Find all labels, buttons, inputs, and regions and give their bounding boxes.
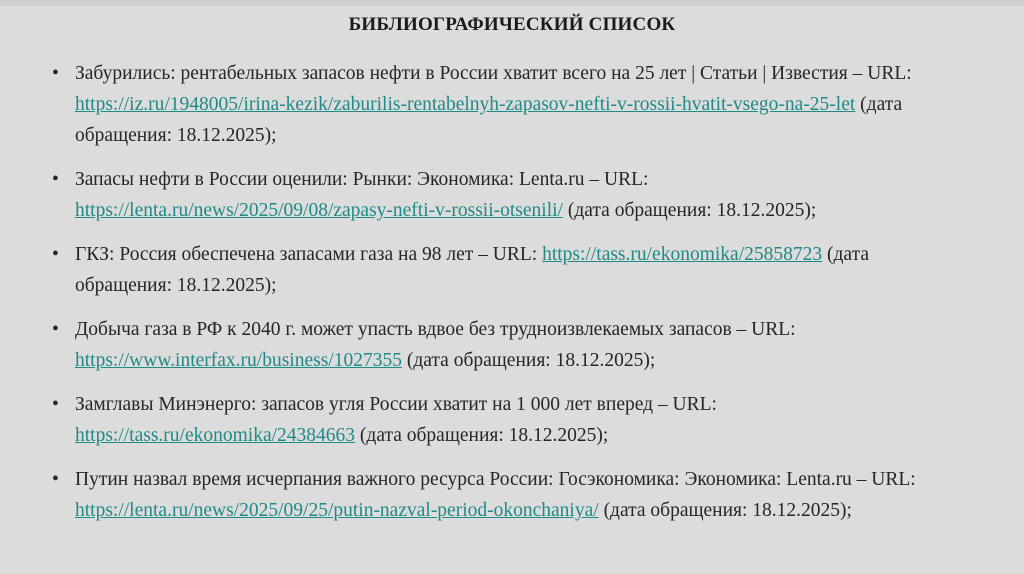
reference-link[interactable]: https://lenta.ru/news/2025/09/25/putin-nazval-period-okonchaniya/ xyxy=(75,500,599,521)
reference-date: (дата обращения: 18.12.2025); xyxy=(562,200,817,221)
bullet-icon: • xyxy=(52,394,59,415)
reference-text: Путин назвал время исчерпания важного ресурса России: Госэкономика: Экономика: Lenta.ru – URL: xyxy=(75,469,916,490)
reference-link[interactable]: https://lenta.ru/news/2025/09/08/zapasy-nefti-v-rossii-otsenili/ xyxy=(75,200,563,221)
reference-date: (дата обращения: 18.12.2025); xyxy=(598,500,852,521)
bullet-icon: • xyxy=(52,469,59,490)
reference-link[interactable]: https://www.interfax.ru/business/1027355 xyxy=(75,350,402,371)
bullet-icon: • xyxy=(52,244,59,265)
reference-item xyxy=(52,314,952,376)
reference-date: (дата обращения: 18.12.2025); xyxy=(75,244,869,296)
reference-text: Забурились: рентабельных запасов нефти в России хватит всего на 25 лет | Статьи | Известия – URL: xyxy=(75,63,912,84)
reference-date: (дата обращения: 18.12.2025); xyxy=(355,425,609,446)
bullet-icon: • xyxy=(52,63,59,84)
reference-link[interactable]: https://tass.ru/ekonomika/25858723 xyxy=(542,244,823,265)
reference-text: Добыча газа в РФ к 2040 г. может упасть вдвое без трудноизвлекаемых запасов – URL: xyxy=(75,319,796,340)
reference-date: (дата обращения: 18.12.2025); xyxy=(401,350,656,371)
page-title: БИБЛИОГРАФИЧЕСКИЙ СПИСОК xyxy=(348,14,676,35)
reference-list xyxy=(52,58,952,539)
reference-date: (дата обращения: 18.12.2025); xyxy=(75,94,903,146)
top-shade xyxy=(0,0,1024,6)
reference-item xyxy=(52,464,952,526)
reference-text: Замглавы Минэнерго: запасов угля России хватит на 1 000 лет вперед – URL: xyxy=(75,394,717,415)
reference-item xyxy=(52,389,952,451)
bullet-icon: • xyxy=(52,169,59,190)
reference-text: Запасы нефти в России оценили: Рынки: Экономика: Lenta.ru – URL: xyxy=(75,169,649,190)
reference-text: ГКЗ: Россия обеспечена запасами газа на 98 лет – URL: xyxy=(75,244,543,265)
reference-item xyxy=(52,239,952,301)
reference-item xyxy=(52,58,952,151)
reference-item xyxy=(52,164,952,226)
reference-link[interactable]: https://iz.ru/1948005/irina-kezik/zaburilis-rentabelnyh-zapasov-nefti-v-rossii-hvatit-vsego-na-25-let xyxy=(75,94,856,115)
reference-link[interactable]: https://tass.ru/ekonomika/24384663 xyxy=(75,425,356,446)
bullet-icon: • xyxy=(52,319,59,340)
